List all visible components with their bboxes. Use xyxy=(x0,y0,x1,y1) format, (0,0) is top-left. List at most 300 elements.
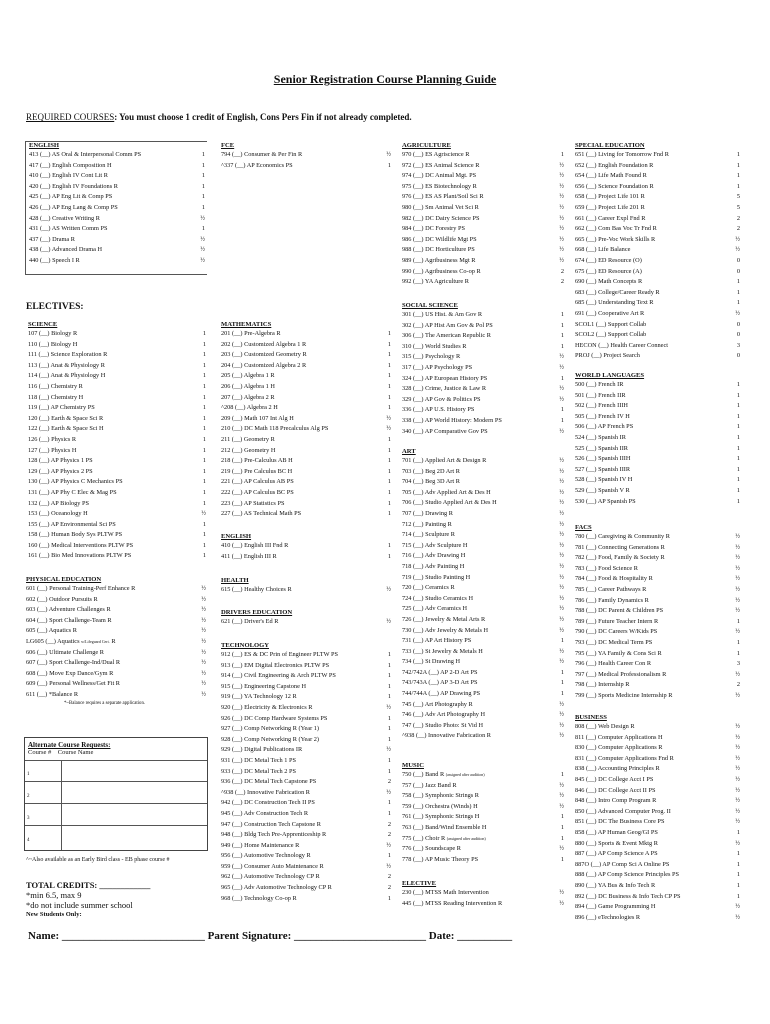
course-name: 205 (__) Algebra 1 R xyxy=(221,372,275,380)
course-row[interactable] xyxy=(402,342,564,353)
course-row[interactable] xyxy=(221,777,391,788)
course-row[interactable] xyxy=(575,606,740,617)
course-row[interactable] xyxy=(221,830,391,841)
course-row[interactable] xyxy=(221,671,391,682)
course-credit: ½ xyxy=(559,509,564,517)
course-row[interactable] xyxy=(28,340,206,351)
course-row[interactable] xyxy=(221,820,391,831)
course-row[interactable] xyxy=(221,862,391,873)
course-row[interactable] xyxy=(402,626,564,637)
course-row[interactable] xyxy=(29,150,205,161)
course-credit: 1 xyxy=(202,457,206,465)
course-row[interactable] xyxy=(402,899,564,910)
course-credit: 1 xyxy=(560,823,564,831)
course-row[interactable] xyxy=(402,802,564,813)
course-row[interactable] xyxy=(575,617,740,628)
course-row[interactable] xyxy=(402,352,564,363)
course-row[interactable] xyxy=(402,541,564,552)
course-row[interactable] xyxy=(402,668,564,679)
course-row[interactable] xyxy=(402,363,564,374)
course-row[interactable] xyxy=(28,403,206,414)
course-row[interactable] xyxy=(221,650,391,661)
course-name: ^208 (__) Algebra 2 H xyxy=(221,404,278,412)
section-ag xyxy=(402,142,564,288)
course-row[interactable] xyxy=(221,714,391,725)
course-name: 129 (__) AP Physics 2 PS xyxy=(28,467,93,475)
course-name: 207 (__) Algebra 2 R xyxy=(221,393,275,401)
course-row[interactable] xyxy=(575,341,740,352)
course-row[interactable] xyxy=(221,403,391,414)
course-row[interactable] xyxy=(29,171,205,182)
course-row[interactable] xyxy=(402,615,564,626)
course-row[interactable] xyxy=(28,424,206,435)
course-row[interactable] xyxy=(575,670,740,681)
course-row[interactable] xyxy=(575,913,740,924)
course-row[interactable] xyxy=(575,256,740,267)
course-row[interactable] xyxy=(402,150,564,161)
course-name: 340 (__) AP Comparative Gov PS xyxy=(402,427,488,435)
course-name: 980 (__) Sm Animal Vet Sci R xyxy=(402,203,479,211)
course-row[interactable] xyxy=(575,553,740,564)
course-name: 113 (__) Anat & Physiology R xyxy=(28,361,105,369)
course-row[interactable] xyxy=(575,412,740,423)
course-row[interactable] xyxy=(402,583,564,594)
course-row[interactable] xyxy=(575,330,740,341)
course-row[interactable] xyxy=(26,616,206,627)
course-row[interactable] xyxy=(575,192,740,203)
course-credit: ½ xyxy=(559,256,564,264)
course-row[interactable] xyxy=(575,680,740,691)
course-row[interactable] xyxy=(221,414,391,425)
course-row[interactable] xyxy=(575,433,740,444)
course-credit: 3 xyxy=(736,660,740,668)
course-credit: ½ xyxy=(559,584,564,592)
course-row[interactable] xyxy=(402,161,564,172)
course-row[interactable] xyxy=(402,245,564,256)
course-row[interactable] xyxy=(29,161,205,172)
course-row[interactable] xyxy=(402,267,564,278)
course-row[interactable] xyxy=(575,828,740,839)
course-row[interactable] xyxy=(402,700,564,711)
course-row[interactable] xyxy=(575,649,740,660)
course-name: 790 (__) DC Careers W/Kids PS xyxy=(575,628,658,636)
course-row[interactable] xyxy=(221,477,391,488)
course-name: HECON (__) Health Career Connect xyxy=(575,341,669,349)
course-row[interactable] xyxy=(221,424,391,435)
course-row[interactable] xyxy=(575,465,740,476)
course-row[interactable] xyxy=(26,626,206,637)
course-row[interactable] xyxy=(575,743,740,754)
course-row[interactable] xyxy=(28,446,206,457)
course-row[interactable] xyxy=(221,724,391,735)
course-row[interactable] xyxy=(402,844,564,855)
course-row[interactable] xyxy=(575,267,740,278)
course-row[interactable] xyxy=(402,562,564,573)
course-row[interactable] xyxy=(28,477,206,488)
course-row[interactable] xyxy=(575,849,740,860)
course-row[interactable] xyxy=(221,435,391,446)
course-row[interactable] xyxy=(221,872,391,883)
course-name: 317 (__) AP Psychology PS xyxy=(402,363,473,371)
course-name: 731 (__) AP Art History PS xyxy=(402,637,472,645)
course-row[interactable] xyxy=(28,371,206,382)
course-row[interactable] xyxy=(575,161,740,172)
course-row[interactable] xyxy=(575,214,740,225)
course-row[interactable] xyxy=(26,648,206,659)
course-credit: ½ xyxy=(386,746,391,754)
course-row[interactable] xyxy=(575,839,740,850)
course-row[interactable] xyxy=(221,809,391,820)
course-row[interactable] xyxy=(575,203,740,214)
course-row[interactable] xyxy=(575,171,740,182)
course-row[interactable] xyxy=(221,661,391,672)
course-row[interactable] xyxy=(28,393,206,404)
course-row[interactable] xyxy=(402,770,564,781)
course-name: 936 (__) DC Metal Tech Capstone PS xyxy=(221,778,317,786)
course-row[interactable] xyxy=(575,860,740,871)
course-row[interactable] xyxy=(221,851,391,862)
course-row[interactable] xyxy=(575,486,740,497)
course-row[interactable] xyxy=(575,564,740,575)
course-row[interactable] xyxy=(221,382,391,393)
course-name: 975 (__) ES Biotechnology R xyxy=(402,182,477,190)
course-credit: ½ xyxy=(559,488,564,496)
course-row[interactable] xyxy=(575,235,740,246)
alt-line xyxy=(25,760,207,761)
course-row[interactable] xyxy=(402,498,564,509)
course-row[interactable] xyxy=(575,574,740,585)
course-row[interactable] xyxy=(575,775,740,786)
course-name: 927 (__) Comp Networking R (Year 1) xyxy=(221,725,320,733)
course-row[interactable] xyxy=(29,224,205,235)
course-row[interactable] xyxy=(29,214,205,225)
course-row[interactable] xyxy=(402,520,564,531)
course-row[interactable] xyxy=(221,883,391,894)
course-row[interactable] xyxy=(221,682,391,693)
course-credit: ½ xyxy=(201,690,206,698)
course-credit: 1 xyxy=(736,381,740,388)
course-row[interactable] xyxy=(575,391,740,402)
early-bird-note: ^~Also available as an Early Bird class - EB phase course # xyxy=(26,857,170,863)
course-row[interactable] xyxy=(575,817,740,828)
course-row[interactable] xyxy=(575,659,740,670)
course-row[interactable] xyxy=(29,182,205,193)
course-row[interactable] xyxy=(221,767,391,778)
course-row[interactable] xyxy=(402,214,564,225)
course-row[interactable] xyxy=(575,902,740,913)
course-row[interactable] xyxy=(575,796,740,807)
course-row[interactable] xyxy=(402,530,564,541)
course-row[interactable] xyxy=(221,150,391,161)
course-row[interactable] xyxy=(221,745,391,756)
course-row[interactable] xyxy=(26,637,206,648)
course-row[interactable] xyxy=(221,340,391,351)
course-row[interactable] xyxy=(221,499,391,510)
course-row[interactable] xyxy=(402,509,564,520)
course-name: 219 (__) Pre Calculus BC H xyxy=(221,467,293,475)
course-row[interactable] xyxy=(402,171,564,182)
course-row[interactable] xyxy=(575,380,740,391)
course-row[interactable] xyxy=(28,329,206,340)
course-name: 420 (__) English IV Foundations R xyxy=(29,182,118,190)
course-row[interactable] xyxy=(402,203,564,214)
course-name: 310 (__) World Studies R xyxy=(402,342,467,350)
course-row[interactable] xyxy=(221,361,391,372)
section-drivers xyxy=(221,609,391,628)
course-row[interactable] xyxy=(28,361,206,372)
course-row[interactable] xyxy=(26,595,206,606)
course-row[interactable] xyxy=(402,636,564,647)
course-name: 789 (__) Future Teacher Intern R xyxy=(575,617,659,625)
course-row[interactable] xyxy=(575,754,740,765)
course-row[interactable] xyxy=(221,509,391,520)
course-credit: 1 xyxy=(387,478,391,486)
course-row[interactable] xyxy=(575,422,740,433)
course-row[interactable] xyxy=(221,703,391,714)
course-row[interactable] xyxy=(402,467,564,478)
course-row[interactable] xyxy=(402,456,564,467)
course-row[interactable] xyxy=(402,192,564,203)
course-row[interactable] xyxy=(575,444,740,455)
course-row[interactable] xyxy=(402,551,564,562)
course-row[interactable] xyxy=(28,350,206,361)
course-credit: ½ xyxy=(559,214,564,222)
course-row[interactable] xyxy=(402,604,564,615)
course-row[interactable] xyxy=(575,277,740,288)
course-row[interactable] xyxy=(402,823,564,834)
required-courses-note xyxy=(26,112,412,122)
section-math xyxy=(221,321,391,520)
course-row[interactable] xyxy=(28,541,206,552)
course-name: 913 (__) EM Digital Electronics PLTW PS xyxy=(221,661,330,669)
course-row[interactable] xyxy=(28,530,206,541)
course-row[interactable] xyxy=(28,509,206,520)
course-row[interactable] xyxy=(26,658,206,669)
course-row[interactable] xyxy=(575,585,740,596)
course-row[interactable] xyxy=(29,245,205,256)
course-row[interactable] xyxy=(575,892,740,903)
course-row[interactable] xyxy=(221,371,391,382)
course-row[interactable] xyxy=(221,841,391,852)
course-name: SCOL1 (__) Support Collab xyxy=(575,320,647,328)
course-row[interactable] xyxy=(402,689,564,700)
course-row[interactable] xyxy=(402,791,564,802)
course-row[interactable] xyxy=(221,350,391,361)
course-row[interactable] xyxy=(221,756,391,767)
required-courses-text: : You must choose 1 credit of English, Cons Pers Fin if not already completed. xyxy=(114,112,412,122)
course-row[interactable] xyxy=(575,224,740,235)
course-row[interactable] xyxy=(402,678,564,689)
course-credit: 1 xyxy=(736,391,740,399)
course-credit: ½ xyxy=(735,775,740,783)
course-row[interactable] xyxy=(221,585,391,596)
course-row[interactable] xyxy=(221,393,391,404)
course-row[interactable] xyxy=(575,543,740,554)
course-row[interactable] xyxy=(402,182,564,193)
course-row[interactable] xyxy=(28,456,206,467)
course-row[interactable] xyxy=(221,735,391,746)
course-row[interactable] xyxy=(221,541,391,552)
course-credit: 1 xyxy=(387,756,391,764)
course-row[interactable] xyxy=(575,245,740,256)
course-row[interactable] xyxy=(402,277,564,288)
course-row[interactable] xyxy=(221,446,391,457)
course-row[interactable] xyxy=(29,192,205,203)
course-row[interactable] xyxy=(28,499,206,510)
course-row[interactable] xyxy=(221,161,391,172)
course-row[interactable] xyxy=(221,552,391,563)
course-name: 976 (__) ES AS Plant/Soil Sci R xyxy=(402,193,484,201)
course-row[interactable] xyxy=(29,256,205,267)
course-row[interactable] xyxy=(402,321,564,332)
course-row[interactable] xyxy=(575,807,740,818)
course-row[interactable] xyxy=(402,710,564,721)
course-row[interactable] xyxy=(402,416,564,427)
course-row[interactable] xyxy=(402,781,564,792)
course-credit: 1 xyxy=(387,393,391,401)
course-row[interactable] xyxy=(575,298,740,309)
course-row[interactable] xyxy=(402,573,564,584)
course-row[interactable] xyxy=(221,456,391,467)
course-row[interactable] xyxy=(575,764,740,775)
course-row[interactable] xyxy=(28,414,206,425)
course-row[interactable] xyxy=(575,150,740,161)
course-name: 989 (__) Agribusiness Mgt R xyxy=(402,256,476,264)
course-row[interactable] xyxy=(575,733,740,744)
course-name: ^938 (__) Innovative Fabrication R xyxy=(221,788,310,796)
course-row[interactable] xyxy=(221,467,391,478)
course-name: 892 (__) DC Business & Info Tech CP PS xyxy=(575,892,681,900)
course-row[interactable] xyxy=(26,584,206,595)
course-row[interactable] xyxy=(575,497,740,508)
course-row[interactable] xyxy=(575,401,740,412)
course-row[interactable] xyxy=(29,203,205,214)
course-credit: ½ xyxy=(559,658,564,666)
course-row[interactable] xyxy=(26,679,206,690)
course-row[interactable] xyxy=(402,721,564,732)
course-name: 742/742A (__) AP 2-D Art PS xyxy=(402,668,478,676)
course-row[interactable] xyxy=(575,596,740,607)
course-row[interactable] xyxy=(575,691,740,702)
course-row[interactable] xyxy=(575,627,740,638)
course-row[interactable] xyxy=(575,475,740,486)
course-row[interactable] xyxy=(402,224,564,235)
course-name: 788 (__) DC Parent & Children PS xyxy=(575,607,664,615)
course-name: 797 (__) Medical Professionalism R xyxy=(575,670,667,678)
course-row[interactable] xyxy=(575,870,740,881)
course-row[interactable] xyxy=(402,384,564,395)
course-credit: ½ xyxy=(559,478,564,486)
course-row[interactable] xyxy=(575,638,740,649)
course-name: 201 (__) Pre-Algebra R xyxy=(221,330,281,337)
course-row[interactable] xyxy=(221,788,391,799)
course-row[interactable] xyxy=(402,888,564,899)
course-row[interactable] xyxy=(402,427,564,438)
course-row[interactable] xyxy=(575,454,740,465)
course-row[interactable] xyxy=(402,594,564,605)
course-row[interactable] xyxy=(402,812,564,823)
course-credit: ½ xyxy=(735,807,740,815)
course-row[interactable] xyxy=(402,256,564,267)
course-credit: 1 xyxy=(387,340,391,348)
course-row[interactable] xyxy=(402,310,564,321)
section-lang xyxy=(575,372,740,507)
course-row[interactable] xyxy=(575,881,740,892)
course-credit: ½ xyxy=(559,363,564,371)
course-row[interactable] xyxy=(221,617,391,628)
course-row[interactable] xyxy=(29,235,205,246)
course-name: 845 (__) DC College Acct I PS xyxy=(575,775,654,783)
course-row[interactable] xyxy=(402,235,564,246)
course-name: 654 (__) Life Math Found R xyxy=(575,172,647,180)
course-row[interactable] xyxy=(402,374,564,385)
course-credit: ½ xyxy=(201,659,206,667)
course-name: 417 (__) English Composition H xyxy=(29,161,112,169)
course-name: 690 (__) Math Concepts R xyxy=(575,278,643,286)
course-row[interactable] xyxy=(28,435,206,446)
course-row[interactable] xyxy=(575,722,740,733)
course-row[interactable] xyxy=(402,331,564,342)
course-credit: ½ xyxy=(735,691,740,699)
course-row[interactable] xyxy=(221,894,391,905)
course-row[interactable] xyxy=(26,605,206,616)
course-row[interactable] xyxy=(575,786,740,797)
course-row[interactable] xyxy=(26,669,206,680)
course-name: 707 (__) Drawing R xyxy=(402,509,453,517)
course-row[interactable] xyxy=(402,855,564,866)
course-row[interactable] xyxy=(575,182,740,193)
course-name: 662 (__) Com Bas Voc Tr Fnd R xyxy=(575,225,657,233)
course-name: 719 (__) Studio Painting H xyxy=(402,573,471,581)
course-row[interactable] xyxy=(575,288,740,299)
course-row[interactable] xyxy=(402,477,564,488)
course-credit: 1 xyxy=(736,278,740,286)
course-credit: 1 xyxy=(736,881,740,889)
course-row[interactable] xyxy=(28,488,206,499)
course-credit: 1 xyxy=(201,182,205,190)
course-credit: ½ xyxy=(559,711,564,719)
course-name: 615 (__) Healthy Choices R xyxy=(221,586,292,593)
course-row[interactable] xyxy=(402,657,564,668)
course-row[interactable] xyxy=(402,647,564,658)
course-name: LG605 (__) Aquatics w/Lifeguard Cert. R xyxy=(26,637,116,645)
course-credit: 1 xyxy=(387,682,391,690)
course-row[interactable] xyxy=(28,382,206,393)
course-row[interactable] xyxy=(575,320,740,331)
course-row[interactable] xyxy=(402,731,564,742)
course-row[interactable] xyxy=(26,690,206,701)
course-credit: 1 xyxy=(736,161,740,169)
course-row[interactable] xyxy=(402,405,564,416)
course-row[interactable] xyxy=(575,532,740,543)
course-name: 223 (__) AP Statistics PS xyxy=(221,499,285,507)
course-row[interactable] xyxy=(402,488,564,499)
course-row[interactable] xyxy=(221,488,391,499)
course-row[interactable] xyxy=(28,551,206,562)
course-row[interactable] xyxy=(28,467,206,478)
course-row[interactable] xyxy=(221,692,391,703)
course-row[interactable] xyxy=(221,798,391,809)
course-row[interactable] xyxy=(575,351,740,362)
section-header-art: ART xyxy=(402,448,416,455)
course-credit: ½ xyxy=(735,309,740,317)
course-row[interactable] xyxy=(28,520,206,531)
course-row[interactable] xyxy=(402,395,564,406)
course-row[interactable] xyxy=(575,309,740,320)
alternate-requests-box xyxy=(24,737,208,851)
course-row[interactable] xyxy=(402,834,564,845)
course-row[interactable] xyxy=(221,329,391,340)
